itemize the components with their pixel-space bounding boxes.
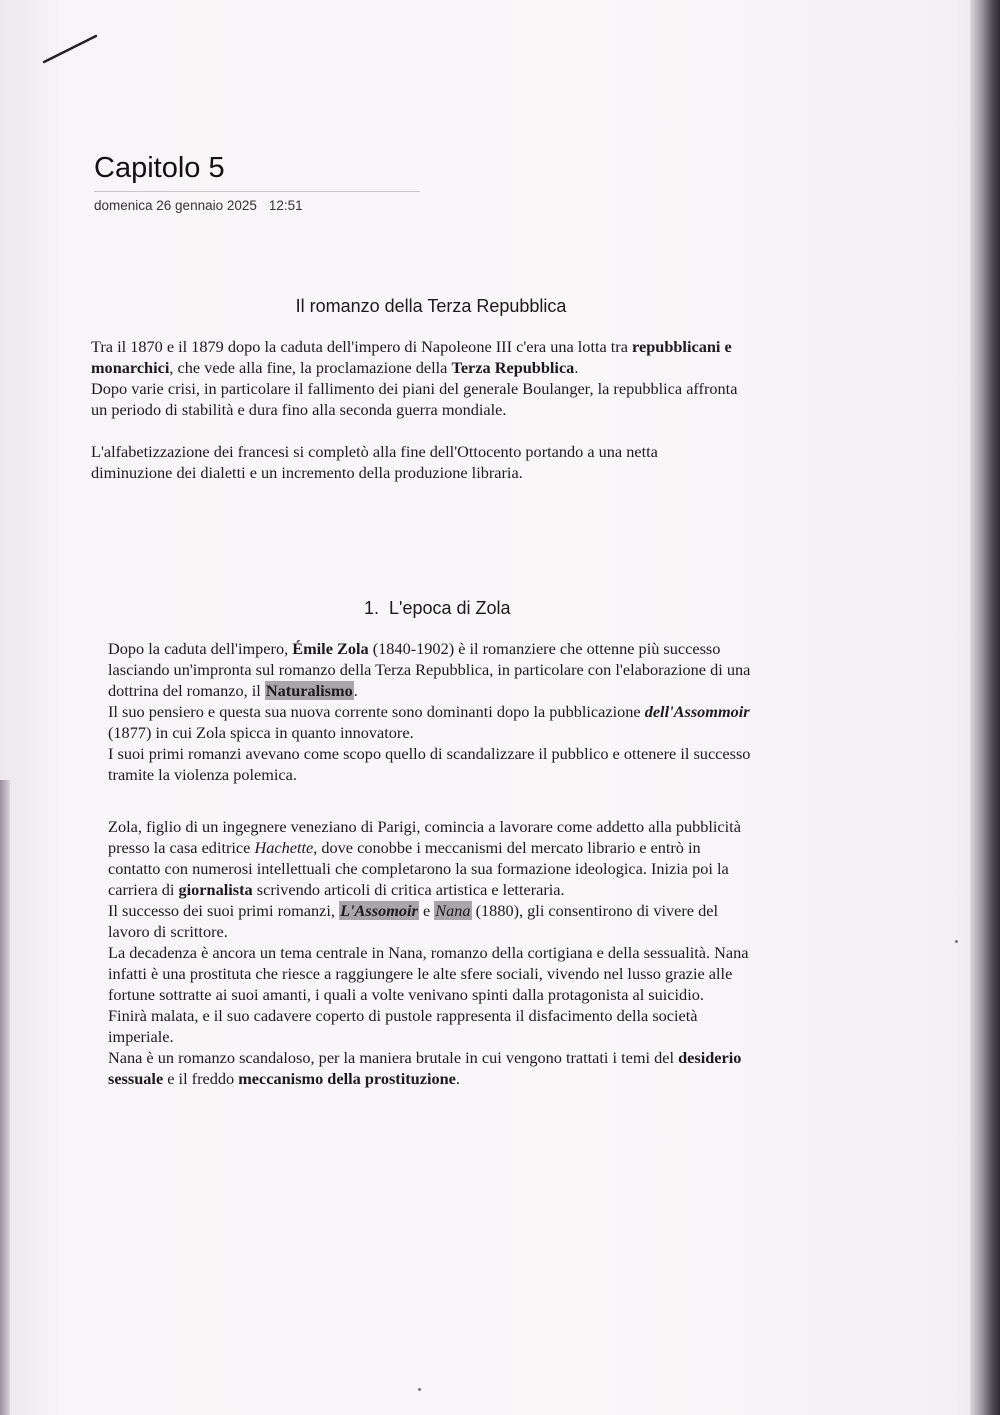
paragraph: Zola, figlio di un ingegnere veneziano di Parigi, comincia a lavorare come addetto alla pubblicità presso la casa editrice Hachette, dove conobbe i meccanismi del mercato librario e entrò in contatto con numerosi intellettuali che completarono la sua formazione ideologica. Inizia poi la carriera di giornalista scrivendo articoli di critica artistica e letteraria. xyxy=(108,817,741,899)
page-title: Capitolo 5 xyxy=(94,152,225,184)
list-number: 1. xyxy=(364,598,380,618)
paragraph: Nana è un romanzo scandaloso, per la maniera brutale in cui vengono trattati i temi del desiderio sessuale e il freddo meccanismo della prostituzione. xyxy=(108,1048,742,1088)
paper-speck xyxy=(418,1388,421,1391)
bold-phrase: Terza Repubblica xyxy=(451,358,575,377)
section-heading-terza-repubblica: Il romanzo della Terza Repubblica xyxy=(295,296,567,316)
bold-phrase: Émile Zola xyxy=(292,639,369,658)
paragraph: L'alfabetizzazione dei francesi si completò alla fine dell'Ottocento portando a una netta diminuzione dei dialetti e un incremento della produzione libraria. xyxy=(91,442,658,482)
section-heading-epoca-zola: 1. L'epoca di Zola xyxy=(364,598,511,618)
paragraph: Tra il 1870 e il 1879 dopo la caduta dell'impero di Napoleone III c'era una lotta tra repubblicani e monarchici, che vede alla fine, la proclamazione della Terza Repubblica. xyxy=(91,337,732,377)
bold-phrase: meccanismo della prostituzione xyxy=(238,1069,456,1088)
paragraph: Dopo la caduta dell'impero, Émile Zola (1840-1902) è il romanziere che ottenne più successo lasciando un'impronta sul romanzo della Terza Repubblica, in particolare con l'elaborazione di una dottrina del romanzo, il Naturalismo. xyxy=(108,639,751,700)
paper-speck xyxy=(955,940,958,943)
paragraph: I suoi primi romanzi avevano come scopo quello di scandalizzare il pubblico e ottenere il successo tramite la violenza polemica. xyxy=(108,744,751,784)
page-shadow-left xyxy=(0,780,10,1415)
note-header xyxy=(94,152,424,213)
paragraph: Il suo pensiero e questa sua nuova corrente sono dominanti dopo la pubblicazione dell'Assommoir (1877) in cui Zola spicca in quanto innovatore. xyxy=(108,702,750,742)
section-epoca-zola-body xyxy=(108,638,751,1089)
bold-phrase: repubblicani e monarchici xyxy=(91,337,732,377)
paragraph: Dopo varie crisi, in particolare il fallimento dei piani del generale Boulanger, la repubblica affronta un periodo di stabilità e dura fino alla seconda guerra mondiale. xyxy=(91,379,738,419)
highlighted-term: Naturalismo xyxy=(265,681,353,700)
note-timestamp xyxy=(94,198,424,213)
bold-phrase: giornalista xyxy=(178,880,253,899)
bold-italic-title: dell'Assommoir xyxy=(644,702,750,721)
page-shadow-right xyxy=(970,0,1000,1415)
highlighted-title: Nana xyxy=(435,901,471,920)
title-divider xyxy=(94,191,420,192)
highlighted-title: L'Assomoir xyxy=(340,901,418,920)
bold-phrase: desiderio sessuale xyxy=(108,1048,742,1088)
note-date: domenica 26 gennaio 2025 xyxy=(94,198,257,213)
paragraph: Finirà malata, e il suo cadavere coperto di pustole rappresenta il disfacimento della società imperiale. xyxy=(108,1006,698,1046)
italic-name: Hachette xyxy=(254,838,314,857)
section-terza-repubblica-body xyxy=(91,336,743,483)
note-time: 12:51 xyxy=(268,198,303,213)
paragraph: Il successo dei suoi primi romanzi, L'Assomoir e Nana (1880), gli consentirono di vivere del lavoro di scrittore. xyxy=(108,901,718,941)
pen-mark-icon xyxy=(40,32,100,72)
paragraph: La decadenza è ancora un tema centrale in Nana, romanzo della cortigiana e della sessualità. Nana infatti è una prostituta che riesce a raggiungere le alte sfere sociali, vivendo nel lusso grazie alle fortune sottratte ai suoi amanti, i quali a volte venivano spinti dalla protagonista al suicidio. xyxy=(108,943,749,1004)
